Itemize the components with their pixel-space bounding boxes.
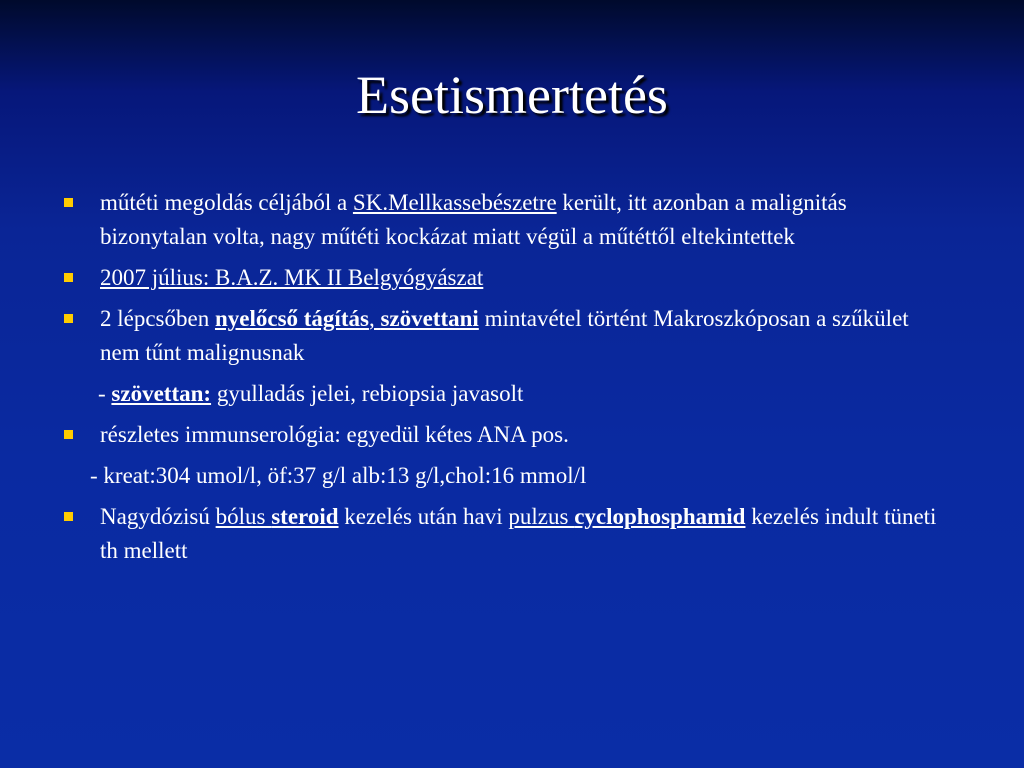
dash-text: - (98, 381, 112, 406)
square-bullet-icon (64, 430, 73, 439)
square-bullet-icon (64, 512, 73, 521)
cyclophosphamide-link[interactable]: cyclophosphamid (574, 504, 746, 529)
bullet-text: részletes immunserológia: egyedül kétes ANA pos. (100, 422, 569, 447)
lab-values-text: - kreat:304 umol/l, öf:37 g/l alb:13 g/l,chol:16 mmol/l (90, 463, 587, 488)
slide-title: Esetismertetés (356, 65, 668, 125)
bullet-text: 2 lépcsőben (100, 306, 215, 331)
bullet-text: Nagydózisú (100, 504, 216, 529)
comma-text: , (368, 306, 381, 331)
pulse-text[interactable]: pulzus (508, 504, 575, 529)
surgery-dept-link[interactable]: SK.Mellkassebészetre (352, 190, 557, 215)
bolus-text[interactable]: bólus (215, 504, 272, 529)
bullet-text: kezelés után havi (338, 504, 509, 529)
bullet-text: kezelés indult tüneti th mellett (100, 504, 937, 563)
steroid-link[interactable]: steroid (271, 504, 339, 529)
slide-body (58, 186, 938, 575)
bullet-item-immunoserology (58, 418, 938, 452)
histology-label-link[interactable]: szövettan: (111, 381, 212, 406)
histology-link[interactable]: szövettani (380, 306, 479, 331)
dilation-link[interactable]: nyelőcső tágítás (214, 306, 369, 331)
bullet-item-internal-medicine (58, 261, 938, 295)
internal-medicine-link[interactable]: 2007 július: B.A.Z. MK II Belgyógyászat (100, 265, 484, 290)
square-bullet-icon (64, 198, 73, 207)
bullet-item-treatment (58, 500, 938, 568)
bullet-item-dilation (58, 302, 938, 370)
bullet-text: mintavétel történt Makroszkóposan a szűkület nem tűnt malignusnak (100, 306, 909, 365)
sub-item-lab-values (58, 459, 938, 493)
bullet-text: gyulladás jelei, rebiopsia javasolt (211, 381, 524, 406)
square-bullet-icon (64, 273, 73, 282)
bullet-item-surgery (58, 186, 938, 254)
square-bullet-icon (64, 314, 73, 323)
sub-item-histology (58, 377, 938, 411)
bullet-text: műtéti megoldás céljából a (100, 190, 353, 215)
bullet-text: került, itt azonban a malignitás bizonytalan volta, nagy műtéti kockázat miatt végül a műtéttől eltekintettek (100, 190, 847, 249)
